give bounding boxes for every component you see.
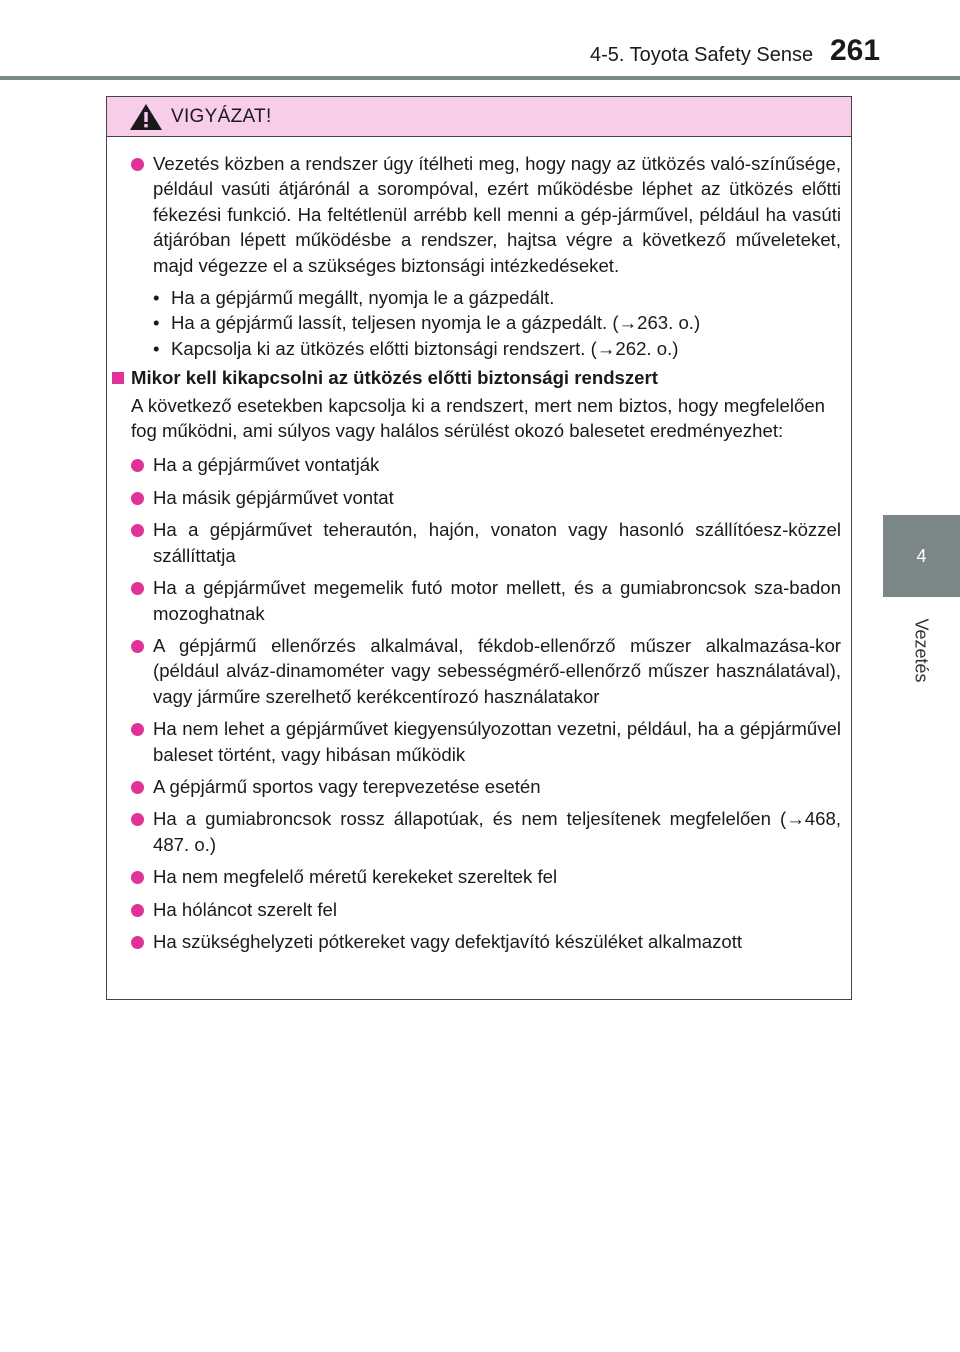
case-text: Ha a gépjárművet vontatják [153, 454, 380, 476]
case-text: Ha másik gépjárművet vontat [153, 486, 394, 508]
warning-content [107, 137, 851, 961]
case-text: Ha a gépjárművet teherautón, hajón, vonaton vagy hasonló szállítóesz-közzel szállíttatja [153, 519, 841, 566]
case-item [131, 929, 841, 954]
chapter-label-text: Vezetés [911, 617, 932, 683]
case-item [131, 806, 841, 857]
warning-intro [131, 151, 841, 278]
section-heading [107, 365, 841, 390]
case-text: A gépjármű ellenőrzés alkalmával, fékdob-ellenőrző műszer alkalmazása-kor (például alváz-dinamométer vagy sebességmérő-ellenőrző műszer használatával), vagy járműre szerelhető kerékcentírozó használatakor [153, 634, 841, 707]
pink-bullet-icon [131, 492, 144, 505]
pink-bullet-icon [131, 904, 144, 917]
case-text: Ha nem lehet a gépjárművet kiegyensúlyozottan vezetni, például, ha a gépjárművel baleset történt, vagy hibásan működik [153, 718, 841, 765]
step-item: • Kapcsolja ki az ütközés előtti biztonsági rendszert. (→262. o.) [153, 336, 841, 361]
case-text: A gépjármű sportos vagy terepvezetése esetén [153, 775, 541, 797]
pink-bullet-icon [131, 640, 144, 653]
case-text: Ha a gépjárművet megemelik futó motor mellett, és a gumiabroncsok sza-badon mozoghatnak [153, 577, 841, 624]
page-number: 261 [830, 34, 881, 67]
case-item [131, 774, 841, 799]
header-rule [0, 76, 960, 80]
pink-bullet-icon [131, 781, 144, 794]
section-heading-text: Mikor kell kikapcsolni az ütközés előtti biztonsági rendszert [131, 367, 658, 389]
pink-bullet-icon [131, 582, 144, 595]
case-item [131, 716, 841, 767]
pink-bullet-icon [131, 158, 144, 171]
case-text: Ha a gumiabroncsok rossz állapotúak, és nem teljesítenek megfelelően (→468, 487. o.) [153, 808, 841, 855]
warning-title: VIGYÁZAT! [171, 105, 272, 127]
pink-bullet-icon [131, 524, 144, 537]
step-item: • Ha a gépjármű megállt, nyomja le a gázpedált. [153, 285, 841, 310]
pink-bullet-icon [131, 813, 144, 826]
warning-triangle-icon [129, 103, 163, 131]
case-item [131, 517, 841, 568]
step-item: • Ha a gépjármű lassít, teljesen nyomja le a gázpedált. (→263. o.) [153, 310, 841, 335]
case-text: Ha nem megfelelő méretű kerekeket szereltek fel [153, 866, 558, 888]
pink-square-icon [112, 372, 124, 384]
case-item [131, 897, 841, 922]
steps-list [153, 285, 841, 361]
pink-bullet-icon [131, 459, 144, 472]
section-paragraph: A következő esetekben kapcsolja ki a rendszert, mert nem biztos, hogy megfelelően fog működni, ami súlyos vagy halálos sérülést okozó balesetet eredményezhet: [131, 394, 825, 442]
warning-intro-text: Vezetés közben a rendszer úgy ítélheti meg, hogy nagy az ütközés való-színűsége, például vasúti átjárónál a sorompóval, ezért működésbe léphet az ütközés előtti fékezési funkció. Ha feltétlenül arrébb kell menni a gép-járművel, például ha vasúti átjáróban lépett működésbe a rendszer, hajtsa végre a következő műveleteket, majd végezze el a szükséges biztonsági intézkedéseket. [153, 153, 841, 276]
chapter-number: 4 [916, 545, 927, 566]
warning-header [107, 97, 851, 137]
case-item [131, 864, 841, 889]
case-item [131, 485, 841, 510]
case-item [131, 575, 841, 626]
pink-bullet-icon [131, 723, 144, 736]
pink-bullet-icon [131, 936, 144, 949]
chapter-tab [883, 515, 960, 597]
case-text: Ha szükséghelyzeti pótkereket vagy defektjavító készüléket alkalmazott [153, 930, 743, 952]
case-text: Ha hóláncot szerelt fel [153, 898, 337, 920]
pink-bullet-icon [131, 871, 144, 884]
case-item [131, 452, 841, 477]
warning-box [106, 96, 852, 1000]
case-item [131, 633, 841, 709]
section-title: 4-5. Toyota Safety Sense [590, 44, 814, 66]
chapter-label [881, 610, 960, 690]
